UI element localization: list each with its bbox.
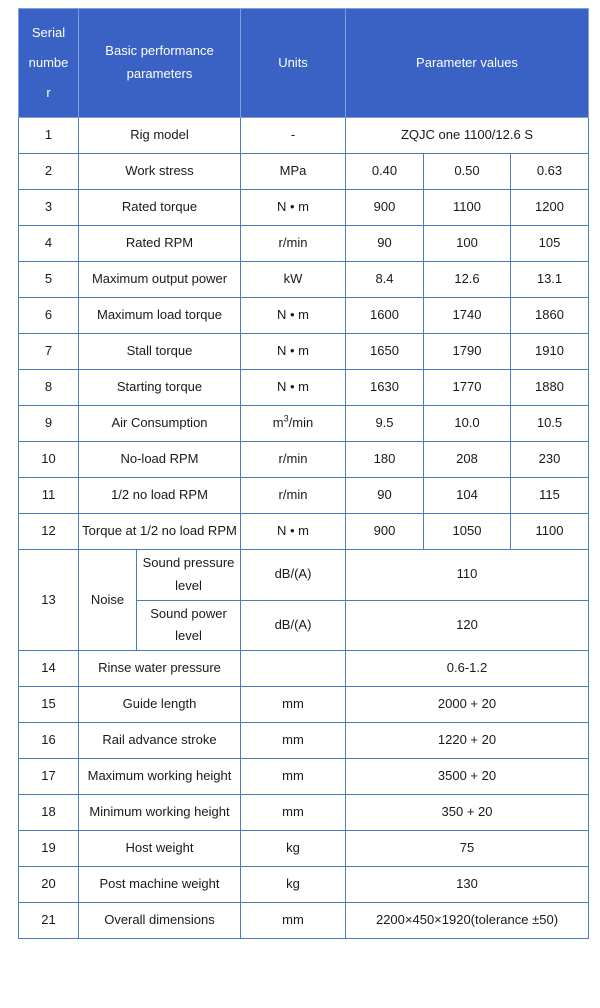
cell-units: N • m bbox=[241, 370, 346, 406]
cell-parameter-name: Work stress bbox=[79, 154, 241, 190]
column-header-units: Units bbox=[241, 9, 346, 118]
cell-parameter-name: Overall dimensions bbox=[79, 903, 241, 939]
cell-serial-number: 9 bbox=[19, 406, 79, 442]
cell-serial-number: 19 bbox=[19, 831, 79, 867]
cell-serial-number: 1 bbox=[19, 118, 79, 154]
cell-units: mm bbox=[241, 723, 346, 759]
table-row bbox=[19, 687, 589, 723]
cell-units: N • m bbox=[241, 514, 346, 550]
cell-parameter-value-2: 0.50 bbox=[424, 154, 511, 190]
cell-parameter-value-1: 900 bbox=[346, 190, 424, 226]
cell-serial-number: 4 bbox=[19, 226, 79, 262]
cell-parameter-name: Guide length bbox=[79, 687, 241, 723]
cell-sub-parameter-name: Sound power level bbox=[137, 600, 241, 651]
cell-parameter-value: ZQJC one 1100/12.6 S bbox=[346, 118, 589, 154]
cell-serial-number: 8 bbox=[19, 370, 79, 406]
table-header bbox=[19, 9, 589, 118]
cell-units: - bbox=[241, 118, 346, 154]
cell-serial-number: 14 bbox=[19, 651, 79, 687]
cell-parameter-name: Starting torque bbox=[79, 370, 241, 406]
cell-parameter-name: Minimum working height bbox=[79, 795, 241, 831]
cell-parameter-value-1: 1630 bbox=[346, 370, 424, 406]
cell-parameter-name: Air Consumption bbox=[79, 406, 241, 442]
column-header-serial-number: Serial numbe r bbox=[19, 9, 79, 118]
cell-serial-number: 17 bbox=[19, 759, 79, 795]
table-row bbox=[19, 298, 589, 334]
table-row bbox=[19, 903, 589, 939]
cell-parameter-value: 130 bbox=[346, 867, 589, 903]
cell-serial-number: 20 bbox=[19, 867, 79, 903]
cell-units: r/min bbox=[241, 478, 346, 514]
table-row bbox=[19, 723, 589, 759]
cell-units: MPa bbox=[241, 154, 346, 190]
cell-parameter-value-1: 1650 bbox=[346, 334, 424, 370]
table-row bbox=[19, 154, 589, 190]
cell-parameter-value: 3500 + 20 bbox=[346, 759, 589, 795]
cell-units: kW bbox=[241, 262, 346, 298]
cell-parameter-name: Rig model bbox=[79, 118, 241, 154]
cell-parameter-name: Rated torque bbox=[79, 190, 241, 226]
column-header-parameter-values: Parameter values bbox=[346, 9, 589, 118]
table-row bbox=[19, 514, 589, 550]
cell-units: r/min bbox=[241, 226, 346, 262]
cell-parameter-value: 0.6-1.2 bbox=[346, 651, 589, 687]
cell-parameter-value-2: 12.6 bbox=[424, 262, 511, 298]
cell-parameter-value-1: 1600 bbox=[346, 298, 424, 334]
cell-units: dB/(A) bbox=[241, 600, 346, 651]
cell-parameter-value-2: 208 bbox=[424, 442, 511, 478]
cell-parameter-value: 2200×450×1920(tolerance ±50) bbox=[346, 903, 589, 939]
cell-parameter-value: 120 bbox=[346, 600, 589, 651]
cell-units: N • m bbox=[241, 298, 346, 334]
table-row bbox=[19, 795, 589, 831]
cell-units: N • m bbox=[241, 190, 346, 226]
table-row bbox=[19, 831, 589, 867]
table-row bbox=[19, 190, 589, 226]
cell-units: dB/(A) bbox=[241, 550, 346, 601]
cell-serial-number: 16 bbox=[19, 723, 79, 759]
cell-parameter-value-2: 10.0 bbox=[424, 406, 511, 442]
cell-parameter-name: 1/2 no load RPM bbox=[79, 478, 241, 514]
table-row bbox=[19, 759, 589, 795]
table-row bbox=[19, 118, 589, 154]
table-row bbox=[19, 226, 589, 262]
cell-parameter-group-noise: Noise bbox=[79, 550, 137, 651]
table-row bbox=[19, 550, 589, 601]
cell-serial-number: 11 bbox=[19, 478, 79, 514]
cell-serial-number: 18 bbox=[19, 795, 79, 831]
cell-units: r/min bbox=[241, 442, 346, 478]
cell-parameter-name: Rated RPM bbox=[79, 226, 241, 262]
cell-parameter-value: 1220 + 20 bbox=[346, 723, 589, 759]
cell-serial-number: 3 bbox=[19, 190, 79, 226]
cell-parameter-value-3: 1100 bbox=[511, 514, 589, 550]
cell-parameter-value-3: 105 bbox=[511, 226, 589, 262]
cell-parameter-name: Host weight bbox=[79, 831, 241, 867]
cell-parameter-value-1: 90 bbox=[346, 226, 424, 262]
cell-serial-number: 15 bbox=[19, 687, 79, 723]
table-row bbox=[19, 370, 589, 406]
cell-parameter-value-2: 1050 bbox=[424, 514, 511, 550]
cell-sub-parameter-name: Sound pressure level bbox=[137, 550, 241, 601]
cell-parameter-name: Post machine weight bbox=[79, 867, 241, 903]
column-header-basic-performance-parameters: Basic performance parameters bbox=[79, 9, 241, 118]
cell-parameter-name: Maximum output power bbox=[79, 262, 241, 298]
table-row bbox=[19, 478, 589, 514]
rig-specification-table bbox=[18, 8, 589, 939]
cell-parameter-value-3: 1880 bbox=[511, 370, 589, 406]
cell-parameter-value-1: 8.4 bbox=[346, 262, 424, 298]
cell-parameter-value-3: 230 bbox=[511, 442, 589, 478]
cell-parameter-value-2: 1740 bbox=[424, 298, 511, 334]
cell-parameter-value-1: 90 bbox=[346, 478, 424, 514]
table-body bbox=[19, 118, 589, 939]
cell-parameter-value-3: 1860 bbox=[511, 298, 589, 334]
table-row bbox=[19, 262, 589, 298]
cell-parameter-value-3: 115 bbox=[511, 478, 589, 514]
cell-units: $m^3/\min$ bbox=[241, 406, 346, 442]
cell-units: kg bbox=[241, 831, 346, 867]
cell-parameter-value-2: 1770 bbox=[424, 370, 511, 406]
cell-units: mm bbox=[241, 903, 346, 939]
cell-parameter-value-2: 104 bbox=[424, 478, 511, 514]
cell-parameter-value-2: 100 bbox=[424, 226, 511, 262]
cell-units: mm bbox=[241, 759, 346, 795]
cell-parameter-value-1: 9.5 bbox=[346, 406, 424, 442]
cell-serial-number: 13 bbox=[19, 550, 79, 651]
cell-parameter-value-3: 13.1 bbox=[511, 262, 589, 298]
cell-units: mm bbox=[241, 795, 346, 831]
cell-parameter-name: Stall torque bbox=[79, 334, 241, 370]
table-row bbox=[19, 867, 589, 903]
cell-parameter-name: Maximum working height bbox=[79, 759, 241, 795]
cell-parameter-name: Maximum load torque bbox=[79, 298, 241, 334]
table-row bbox=[19, 651, 589, 687]
table-row bbox=[19, 334, 589, 370]
cell-parameter-name: Rinse water pressure bbox=[79, 651, 241, 687]
cell-units: N • m bbox=[241, 334, 346, 370]
cell-parameter-value-1: 180 bbox=[346, 442, 424, 478]
table-row bbox=[19, 406, 589, 442]
cell-serial-number: 6 bbox=[19, 298, 79, 334]
cell-parameter-name: Rail advance stroke bbox=[79, 723, 241, 759]
cell-parameter-value-3: 0.63 bbox=[511, 154, 589, 190]
cell-serial-number: 7 bbox=[19, 334, 79, 370]
cell-units: mm bbox=[241, 687, 346, 723]
cell-parameter-value: 350 + 20 bbox=[346, 795, 589, 831]
cell-parameter-value-3: 1910 bbox=[511, 334, 589, 370]
cell-parameter-value: 2000 + 20 bbox=[346, 687, 589, 723]
cell-parameter-value-3: 1200 bbox=[511, 190, 589, 226]
cell-units bbox=[241, 651, 346, 687]
cell-parameter-value-1: 900 bbox=[346, 514, 424, 550]
cell-serial-number: 10 bbox=[19, 442, 79, 478]
cell-parameter-value-2: 1100 bbox=[424, 190, 511, 226]
cell-parameter-value-3: 10.5 bbox=[511, 406, 589, 442]
cell-serial-number: 2 bbox=[19, 154, 79, 190]
cell-serial-number: 5 bbox=[19, 262, 79, 298]
cell-serial-number: 21 bbox=[19, 903, 79, 939]
cell-parameter-value: 75 bbox=[346, 831, 589, 867]
cell-units: kg bbox=[241, 867, 346, 903]
table-row bbox=[19, 442, 589, 478]
cell-parameter-name: No-load RPM bbox=[79, 442, 241, 478]
cell-parameter-value: 110 bbox=[346, 550, 589, 601]
header-row bbox=[19, 9, 589, 118]
cell-parameter-value-2: 1790 bbox=[424, 334, 511, 370]
cell-parameter-name: Torque at 1/2 no load RPM bbox=[79, 514, 241, 550]
cell-serial-number: 12 bbox=[19, 514, 79, 550]
cell-parameter-value-1: 0.40 bbox=[346, 154, 424, 190]
